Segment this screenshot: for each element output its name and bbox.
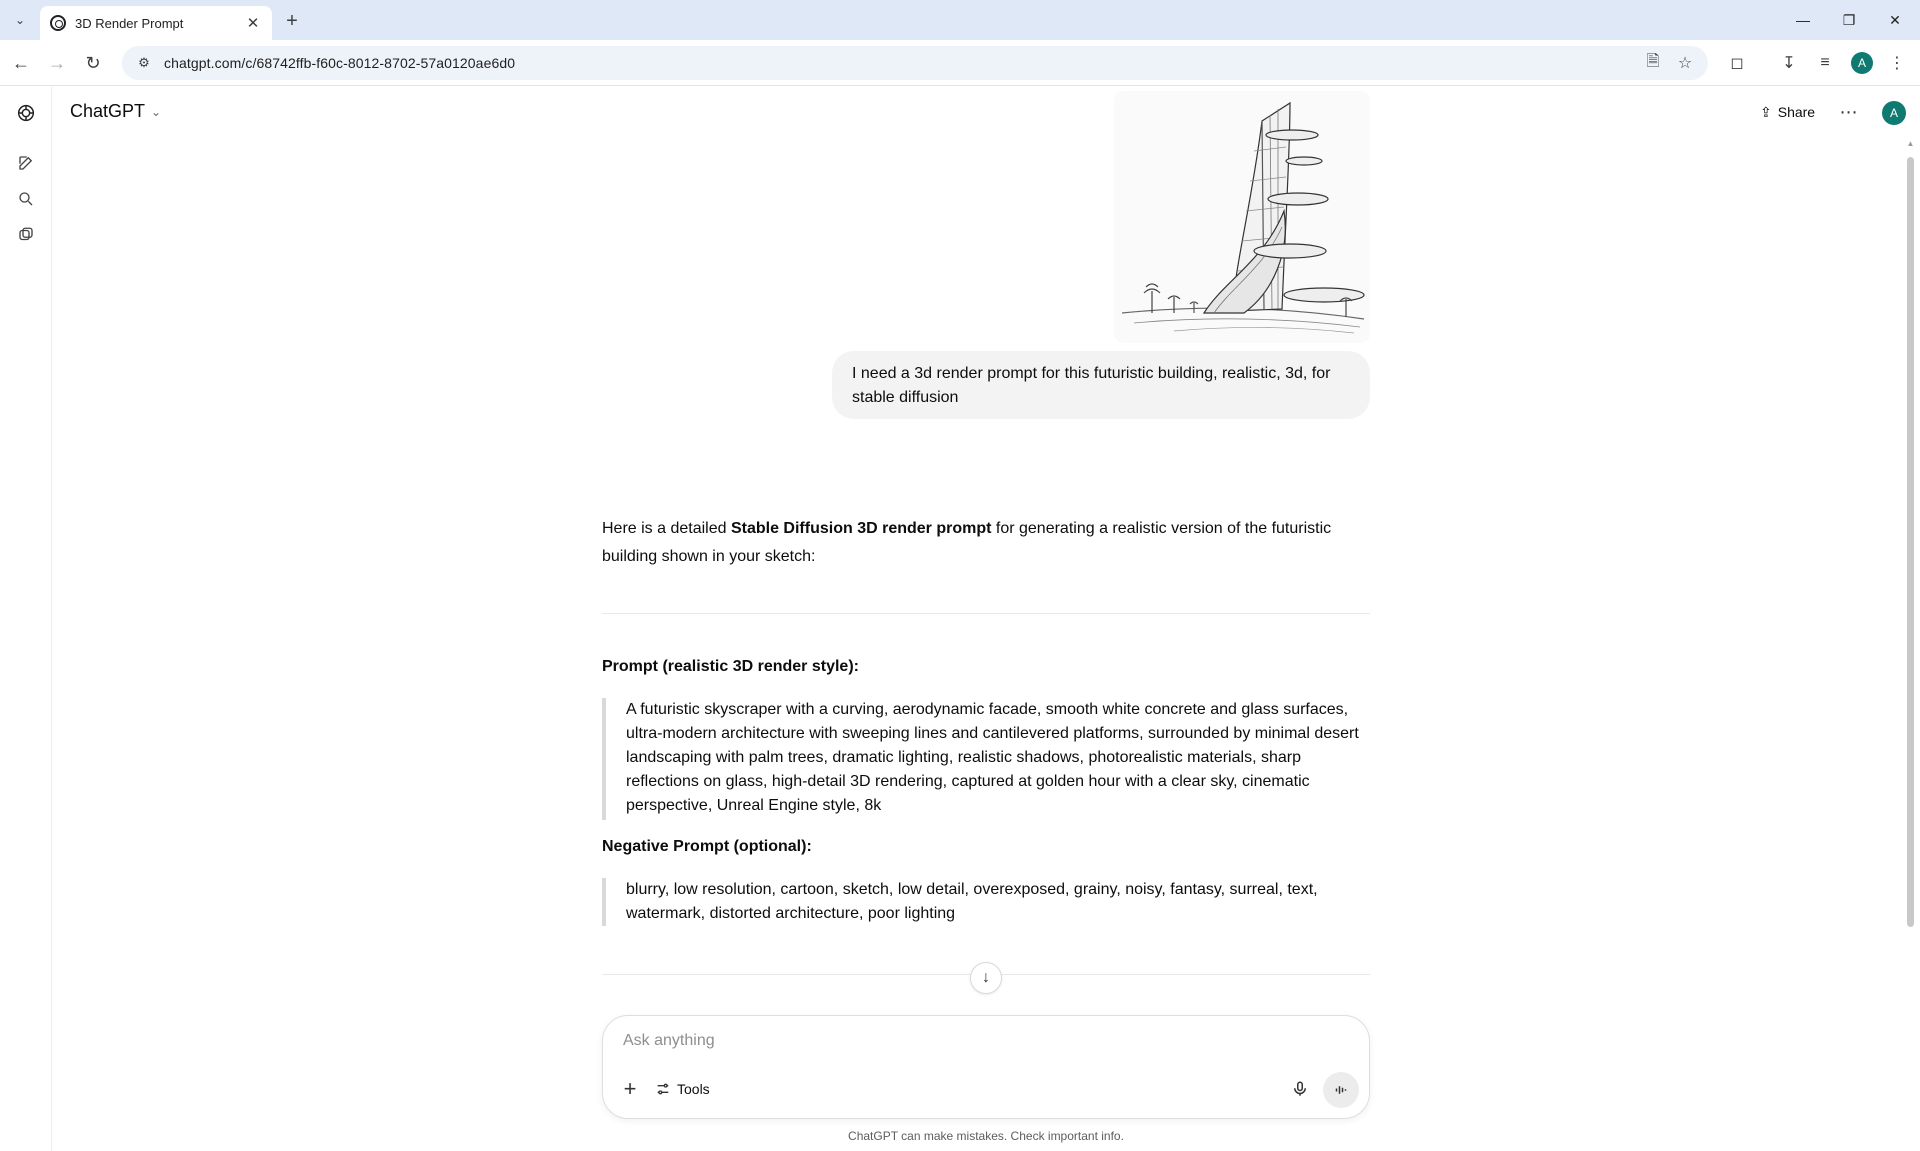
model-selector[interactable]: [70, 101, 161, 122]
more-options-icon[interactable]: ⋯: [1839, 101, 1859, 122]
scroll-to-bottom-button[interactable]: ↓: [970, 962, 1002, 994]
media-control-icon[interactable]: ≡: [1820, 54, 1830, 71]
message-composer[interactable]: [602, 1015, 1370, 1119]
browser-profile-avatar[interactable]: A: [1851, 52, 1873, 74]
divider: [602, 613, 1370, 614]
url-text: chatgpt.com/c/68742ffb-f60c-8012-8702-57a0120ae6d0: [164, 55, 516, 71]
search-icon[interactable]: [12, 185, 40, 213]
assistant-intro: [602, 515, 1370, 571]
library-icon[interactable]: [12, 221, 40, 249]
browser-toolbar: [0, 40, 1920, 86]
new-tab-icon[interactable]: +: [286, 9, 298, 32]
share-icon: ⇪: [1760, 103, 1772, 120]
site-info-icon[interactable]: ⚙: [138, 55, 150, 70]
disclaimer-text: ChatGPT can make mistakes. Check important info.: [848, 1129, 1124, 1143]
user-message-bubble: I need a 3d render prompt for this futuristic building, realistic, 3d, for stable diffusion: [832, 351, 1370, 419]
openai-logo-icon[interactable]: [12, 99, 40, 127]
minimize-icon[interactable]: —: [1796, 12, 1810, 28]
scrollbar-up-arrow-icon[interactable]: ▲: [1906, 139, 1915, 148]
intro-text-prefix: Here is a detailed: [602, 520, 731, 537]
browser-tabstrip: [0, 0, 1920, 40]
browser-tab[interactable]: [40, 6, 272, 40]
scrollbar-thumb[interactable]: [1907, 157, 1914, 927]
share-label: Share: [1777, 104, 1816, 120]
bookmark-star-icon[interactable]: ☆: [1677, 55, 1693, 72]
tab-search-icon[interactable]: ⌄: [14, 13, 26, 27]
intro-text-suffix: for generating a realistic version of the futuristic building shown in your sketch:: [602, 520, 1332, 565]
negative-prompt-blockquote: blurry, low resolution, cartoon, sketch, low detail, overexposed, grainy, noisy, fantasy, surreal, text, watermark, distorted architecture, poor lighting: [602, 878, 1370, 926]
voice-mode-icon[interactable]: [1323, 1072, 1359, 1108]
extensions-icon[interactable]: ◻: [1730, 55, 1744, 72]
prompt-heading: Prompt (realistic 3D render style):: [602, 658, 859, 675]
downloads-icon[interactable]: ↧: [1782, 55, 1796, 72]
back-icon[interactable]: ←: [12, 52, 30, 73]
chatgpt-app: [0, 87, 1920, 1151]
new-chat-icon[interactable]: [12, 149, 40, 177]
sidebar-rail: [0, 87, 52, 1151]
negative-prompt-heading: Negative Prompt (optional):: [602, 838, 812, 855]
close-tab-icon[interactable]: ✕: [246, 15, 260, 32]
composer-input[interactable]: Ask anything: [623, 1032, 715, 1049]
tools-label: Tools: [677, 1081, 710, 1097]
forward-icon[interactable]: →: [48, 52, 66, 73]
reload-icon[interactable]: ↻: [85, 52, 101, 73]
browser-menu-icon[interactable]: ⋮: [1889, 55, 1905, 72]
intro-bold-text: Stable Diffusion 3D render prompt: [730, 520, 992, 537]
prompt-blockquote: A futuristic skyscraper with a curving, aerodynamic facade, smooth white concrete and glass surfaces, ultra-modern architecture with sweeping lines and cantilevered platforms, surrounded by minimal desert landscaping with palm trees, dramatic lighting, realistic shadows, photorealistic materials, sharp reflections on glass, high-detail 3D rendering, captured at golden hour with a clear sky, cinematic perspective, Unreal Engine style, 8k: [602, 698, 1370, 820]
address-bar[interactable]: [122, 46, 1708, 80]
add-attachment-icon[interactable]: +: [623, 1076, 637, 1101]
tools-button[interactable]: [655, 1074, 710, 1104]
app-title: ChatGPT: [70, 101, 146, 121]
user-avatar[interactable]: A: [1882, 101, 1906, 125]
window-close-icon[interactable]: ✕: [1889, 11, 1901, 28]
sliders-icon: [655, 1081, 671, 1097]
tab-title: 3D Render Prompt: [75, 15, 184, 31]
share-button[interactable]: [1752, 97, 1823, 127]
restore-icon[interactable]: ❐: [1842, 11, 1856, 28]
uploaded-building-sketch[interactable]: [1114, 91, 1370, 343]
microphone-icon[interactable]: [1285, 1074, 1315, 1104]
chatgpt-favicon-icon: [50, 15, 66, 31]
chevron-down-icon: ⌄: [151, 104, 162, 119]
page-icon[interactable]: 🗎: [1646, 52, 1660, 70]
